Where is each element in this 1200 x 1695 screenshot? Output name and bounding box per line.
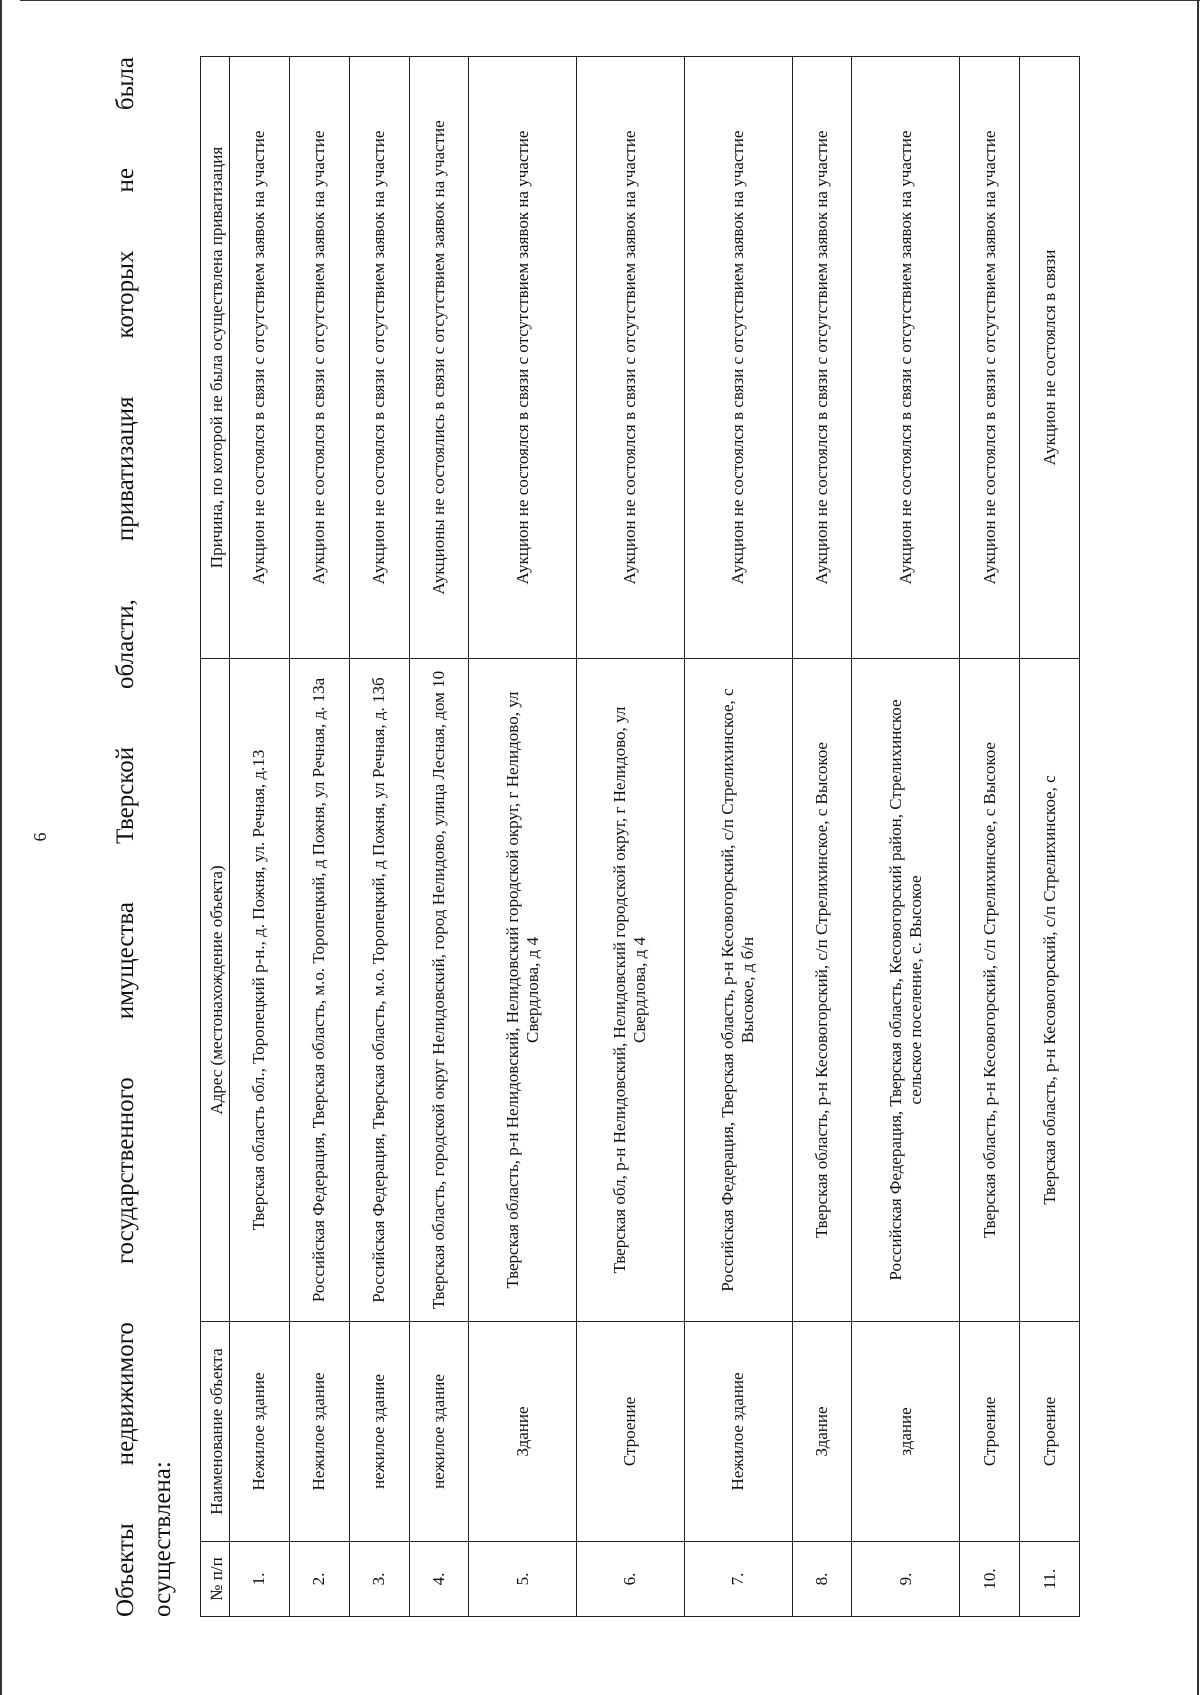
cell-num: 5. <box>469 1542 577 1617</box>
cell-num: 4. <box>409 1542 469 1617</box>
table-row <box>289 57 349 1617</box>
table-row <box>230 57 290 1617</box>
table-row <box>409 57 469 1617</box>
cell-reason: Аукционы не состоялись в связи с отсутствием заявок на участие <box>409 57 469 659</box>
cell-name: Здание <box>792 1322 852 1542</box>
cell-reason: Аукцион не состоялся в связи с отсутствием заявок на участие <box>852 57 960 659</box>
cell-address: Тверская обл, р-н Нелидовский, Нелидовский городской округ, г Нелидово, ул Свердлова, д 4 <box>577 659 685 1322</box>
cell-address: Российская Федерация, Тверская область, р-н Кесовогорский, с/п Стрелихинское, с Высокое, д б/н <box>684 659 792 1322</box>
cell-num: 11. <box>1020 1542 1080 1617</box>
document-heading: Объекты недвижимого государственного имущества Тверской области, приватизация которых не была <box>112 57 139 1617</box>
cell-name: Здание <box>469 1322 577 1542</box>
table-row <box>852 57 960 1617</box>
cell-reason: Аукцион не состоялся в связи с отсутствием заявок на участие <box>792 57 852 659</box>
cell-num: 10. <box>960 1542 1020 1617</box>
cell-name: Строение <box>577 1322 685 1542</box>
rotated-page-content <box>30 57 1105 1617</box>
scan-edge-left <box>0 0 2 1695</box>
document-heading-continuation: осуществлена: <box>149 1461 176 1617</box>
cell-num: 7. <box>684 1542 792 1617</box>
cell-name: Нежилое здание <box>230 1322 290 1542</box>
header-name: Наименование объекта <box>201 1322 230 1542</box>
cell-reason: Аукцион не состоялся в связи с отсутствием заявок на участие <box>577 57 685 659</box>
table-row <box>469 57 577 1617</box>
cell-reason: Аукцион не состоялся в связи с отсутствием заявок на участие <box>230 57 290 659</box>
cell-num: 2. <box>289 1542 349 1617</box>
cell-reason: Аукцион не состоялся в связи с отсутствием заявок на участие <box>289 57 349 659</box>
cell-address: Российская Федерация, Тверская область, м.о. Торопецкий, д Пожня, ул Речная, д. 13а <box>289 659 349 1322</box>
cell-reason: Аукцион не состоялся в связи с отсутствием заявок на участие <box>684 57 792 659</box>
table-header-row <box>201 57 230 1617</box>
table-row <box>349 57 409 1617</box>
header-reason: Причина, по которой не была осуществлена приватизация <box>201 57 230 659</box>
table-row <box>684 57 792 1617</box>
scan-edge-top <box>20 0 1200 1</box>
property-table <box>200 56 1080 1617</box>
cell-name: Нежилое здание <box>684 1322 792 1542</box>
cell-address: Тверская область, р-н Нелидовский, Нелидовский городской округ, г Нелидово, ул Свердлова, д 4 <box>469 659 577 1322</box>
cell-num: 1. <box>230 1542 290 1617</box>
cell-reason: Аукцион не состоялся в связи с отсутствием заявок на участие <box>469 57 577 659</box>
cell-reason: Аукцион не состоялся в связи с отсутствием заявок на участие <box>960 57 1020 659</box>
cell-address: Тверская область, р-н Кесовогорский, с/п Стрелихинское, с Высокое <box>960 659 1020 1322</box>
page-number: 6 <box>30 832 50 842</box>
cell-name: Строение <box>960 1322 1020 1542</box>
cell-num: 8. <box>792 1542 852 1617</box>
cell-name: Строение <box>1020 1322 1080 1542</box>
table-row <box>960 57 1020 1617</box>
cell-name: нежилое здание <box>409 1322 469 1542</box>
cell-num: 6. <box>577 1542 685 1617</box>
cell-reason: Аукцион не состоялся в связи <box>1020 57 1080 659</box>
header-num: № п/п <box>201 1542 230 1617</box>
table-row <box>577 57 685 1617</box>
header-address: Адрес (местонахождение объекта) <box>201 659 230 1322</box>
cell-address: Российская Федерация, Тверская область, Кесовогорский район, Стрелихинское сельское поселение, с. Высокое <box>852 659 960 1322</box>
table-row <box>1020 57 1080 1617</box>
cell-address: Тверская область, р-н Кесовогорский, с/п Стрелихинское, с <box>1020 659 1080 1322</box>
cell-address: Тверская область обл., Торопецкий р-н., д. Пожня, ул. Речная, д.13 <box>230 659 290 1322</box>
table-row <box>792 57 852 1617</box>
cell-address: Российская Федерация, Тверская область, м.о. Торопецкий, д Пожня, ул Речная, д. 13б <box>349 659 409 1322</box>
cell-name: нежилое здание <box>349 1322 409 1542</box>
cell-num: 9. <box>852 1542 960 1617</box>
scan-edge-right <box>1197 0 1199 1695</box>
cell-reason: Аукцион не состоялся в связи с отсутствием заявок на участие <box>349 57 409 659</box>
cell-name: Нежилое здание <box>289 1322 349 1542</box>
cell-address: Тверская область, р-н Кесовогорский, с/п Стрелихинское, с Высокое <box>792 659 852 1322</box>
cell-name: здание <box>852 1322 960 1542</box>
cell-address: Тверская область, городской округ Нелидовский, город Нелидово, улица Лесная, дом 10 <box>409 659 469 1322</box>
cell-num: 3. <box>349 1542 409 1617</box>
